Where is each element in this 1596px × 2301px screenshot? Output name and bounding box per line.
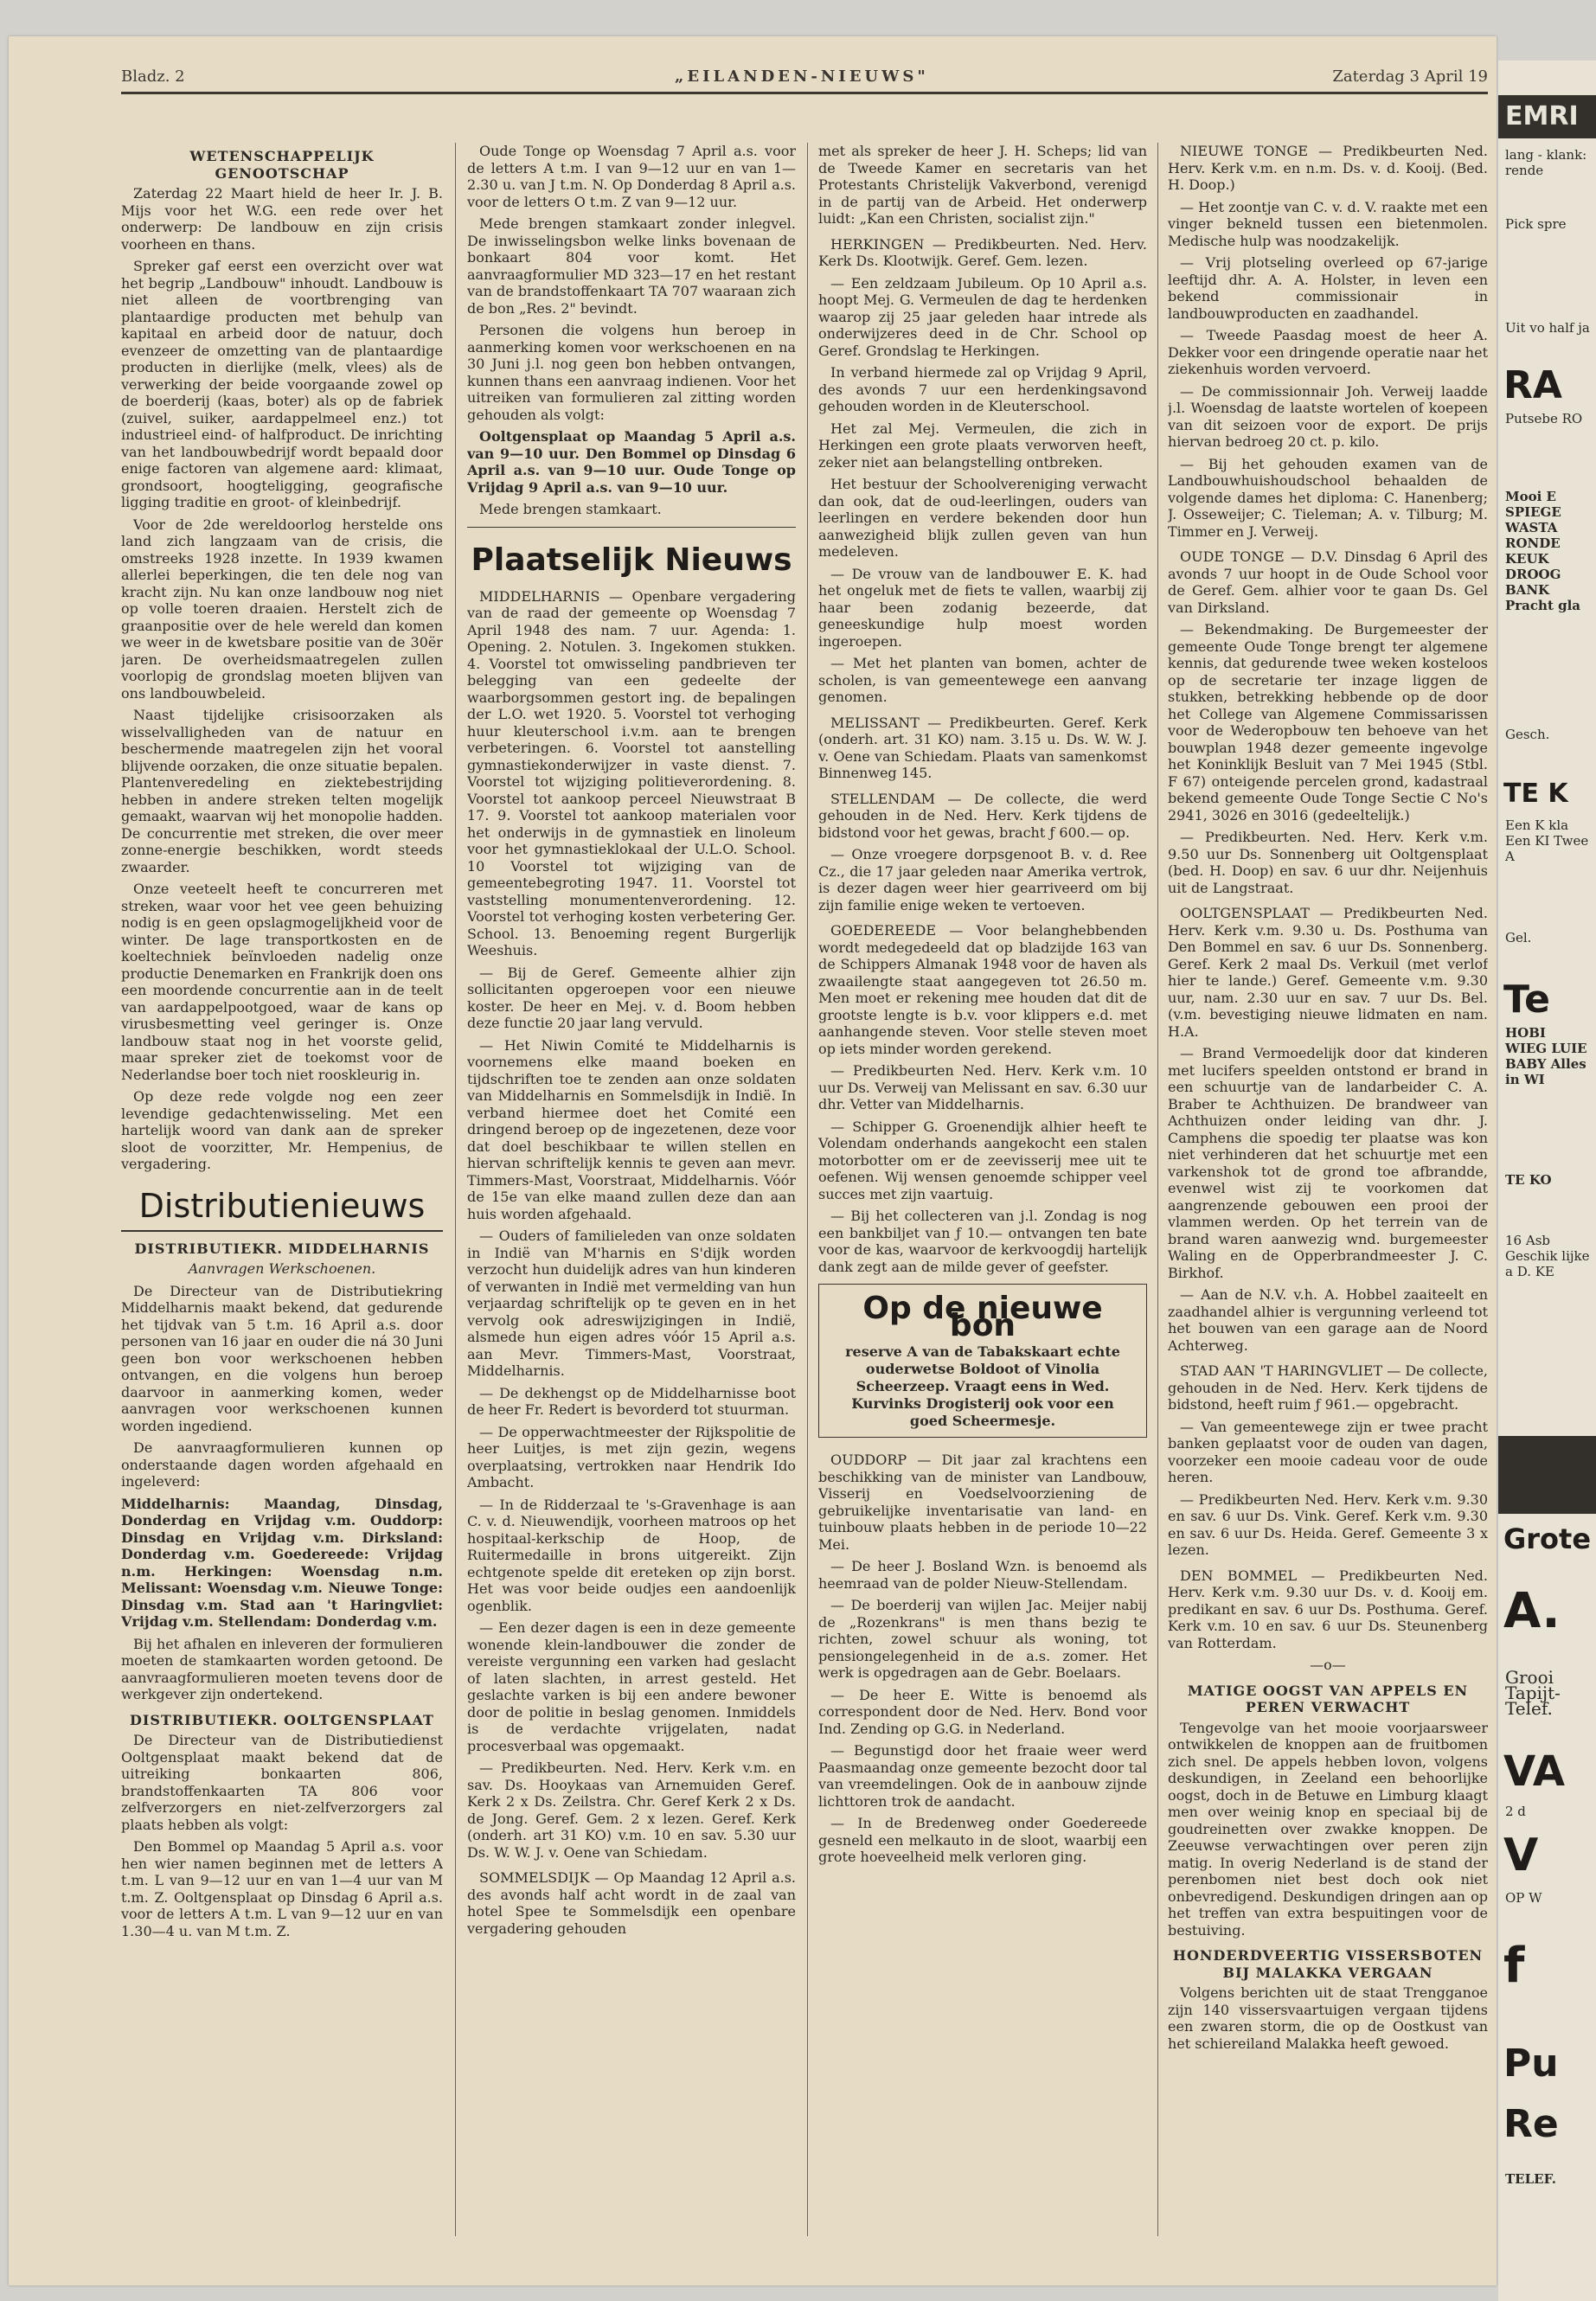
paragraph: met als spreker de heer J. H. Scheps; lid van de Tweede Kamer en secretaris van het Protestants Christelijk Vakverbond, verenigd in de partij van de Arbeid. Het onderwerp luidt: „Kan een Christen, socialist zijn." — [818, 143, 1147, 227]
paragraph: Op deze rede volgde nog een zeer levendige gedachtenwisseling. Met een hartelijk woord van dank aan de spreker sloot de voorzitter, Mr. Hempenius, de vergadering. — [121, 1088, 443, 1172]
article-distributie-middelharnis — [121, 1240, 443, 1703]
paragraph: Volgens berichten uit de staat Trengganoe zijn 140 vissersvaartuigen vergaan tijdens een zwaren storm, die op de Oostkust van het schiereiland Malakka heeft gewoed. — [1168, 1984, 1488, 2052]
paragraph: — De opperwachtmeester der Rijkspolitie de heer Luitjes, is met zijn gezin, wegens overplaatsing, vertrokken naar Hendrik Ido Ambacht. — [467, 1423, 796, 1490]
paragraph: — Vrij plotseling overleed op 67-jarige leeftijd dhr. A. A. Holster, in leven een bekend commissionair in landbouwproducten en zaadhandel. — [1168, 254, 1488, 322]
paragraph: — Predikbeurten Ned. Herv. Kerk v.m. 10 uur Ds. Verweij van Melissant en sav. 6.30 uur dhr. Vetter van Middelharnis. — [818, 1062, 1147, 1112]
paragraph: — Ouders of familieleden van onze soldaten in Indië van M'harnis en S'dijk worden verzocht hun duidelijk adres van hun kinderen of verwanten in Indië met vermelding van hun verjaardag schriftelijk op te geven en in het vervolg ook adreswijzigingen in Indië, alsmede hun eigen adres vóór 15 April a.s. aan Mevr. Timmers-Mast, Voorstraat, Middelharnis. — [467, 1227, 796, 1379]
paragraph: Spreker gaf eerst een overzicht over wat het begrip „Landbouw" inhoudt. Landbouw is niet alleen de voortbrenging van plantaardige producten met behulp van kapitaal en arbeid door de natuur, doch evenzeer de omzetting van de plantaardige producten in dierlijke (melk, vlees) als de verwerking der beide voorgaande zowel op de boerderij (kaas, boter) als op de fabriek (zuivel, suiker, aardappelmeel enz.) tot industrieel eind- of halfproduct. De inrichting van het landbouwbedrijf wordt bepaald door enige factoren van algemene aard: klimaat, grondsoort, hoogteligging, geografische ligging traditie en groot- of kleinbedrijf. — [121, 258, 443, 510]
paragraph: In verband hiermede zal op Vrijdag 9 April, des avonds 7 uur een herdenkingsavond gehouden worden in de Kleuterschool. — [818, 364, 1147, 414]
article-stad-aan-t-haringvliet — [1168, 1362, 1488, 1559]
neighbor-image — [1498, 1436, 1596, 1514]
advertisement-box — [818, 1284, 1147, 1438]
article-heading: MATIGE OOGST VAN APPELS EN PEREN VERWACHT — [1187, 1682, 1469, 1715]
paragraph: — Bij het gehouden examen van de Landbouwhuishoudschool behaalden de volgende dames het diploma: C. Hanenberg; J. Osseweijer; C. Tieleman; A. v. Tilburg; M. Timmer en J. Verweij. — [1168, 455, 1488, 540]
separator-rule — [467, 527, 796, 528]
neighbor-snippet: Uit vo half ja — [1505, 320, 1590, 336]
neighbor-heading: f — [1503, 1938, 1525, 1994]
section-heading-plaatselijk-nieuws: Plaatselijk Nieuws — [471, 542, 792, 578]
neighbor-heading: A. — [1503, 1583, 1561, 1639]
article-melissant — [818, 715, 1147, 782]
paragraph: — Een zeldzaam Jubileum. Op 10 April a.s. hoopt Mej. G. Vermeulen de dag te herdenken waarop zij 25 jaar geleden haar intrede als onderwijzeres deed in de Chr. School op Geref. Grondslag te Herkingen. — [818, 274, 1147, 359]
article-goedereede — [818, 922, 1147, 1275]
column-2 — [467, 143, 796, 2236]
neighbor-snippet: Putsebe RO — [1505, 411, 1583, 426]
adjacent-page-fragment — [1498, 61, 1596, 2301]
paragraph: Den Bommel op Maandag 5 April a.s. voor hen wier namen beginnen met de letters A t.m. L van 9—12 uur en van 1—4 uur van M t.m. Z. Ooltgensplaat op Dinsdag 6 April a.s. voor de letters A t.m. L van 9—12 uur en van 1.30—4 u. van M t.m. Z. — [121, 1838, 443, 1939]
paragraph: — In de Ridderzaal te 's-Gravenhage is aan C. v. d. Nieuwendijk, voorheen matroos op het hospitaal-kerkschip de Hoop, de Ruitermedaille in brons uitgereikt. Zijn echtgenote spelde dit ereteken op zijn borst. Het was voor beide oudjes een aandoenlijk ogenblik. — [467, 1496, 796, 1614]
neighbor-snippet: HOBI WIEG LUIE BABY Alles in WI — [1505, 1025, 1587, 1087]
article-matige-oogst — [1168, 1682, 1488, 1939]
paragraph: MIDDELHARNIS — Openbare vergadering van de raad der gemeente op Woensdag 7 April 1948 des nam. 7 uur. Agenda: 1. Opening. 2. Notulen. 3. Ingekomen stukken. 4. Voorstel tot omwisseling pandbrieven ter belegging van een gedeelte der waarborgsommen gestort ing. de bepalingen der L.O. wet 1920. 5. Voorstel tot verhoging huur kleuterschool i.v.m. aan te brengen verbeteringen. 6. Voorstel tot aanstelling gymnastiekonderwijzer in vaste dienst. 7. Voorstel tot wijziging politieverordening. 8. Voorstel tot aankoop perceel Nieuwstraat B 17. 9. Voorstel tot aankoop materialen voor het onderwijs in de gymnastiek en linoleum voor het gymnastieklokaal der U.L.O. School. 10 Voorstel tot wijziging van de gemeentebegroting 1947. 11. Voorstel tot vaststelling monumentenverordening. 12. Voorstel tot verhoging kosten verbetering Ger. School. 13. Benoeming regent Burgerlijk Weeshuis. — [467, 587, 796, 958]
paragraph: — Het zoontje van C. v. d. V. raakte met een vinger bekneld tussen een bietenmolen. Medische hulp was noodzakelijk. — [1168, 198, 1488, 249]
neighbor-heading: Pu — [1503, 2041, 1559, 2086]
neighbor-heading: V — [1503, 1830, 1539, 1881]
newspaper-title: „EILANDEN-NIEUWS" — [675, 67, 929, 86]
separator: —o— — [1310, 1657, 1346, 1673]
neighbor-snippet: OP W — [1505, 1890, 1542, 1906]
paragraph: — Schipper G. Groenendijk alhier heeft te Volendam onderhands aangekocht een stalen motorbotter om er de zeevisserij mee uit te oefenen. Wij wensen genoemde schipper veel succes met zijn vaartuig. — [818, 1118, 1147, 1202]
article-wetenschappelijk — [121, 148, 443, 1173]
neighbor-heading: VA — [1503, 1747, 1566, 1796]
neighbor-heading: Grote — [1503, 1522, 1592, 1555]
neighbor-heading: Re — [1503, 2102, 1559, 2146]
page-number: Bladz. 2 — [121, 67, 185, 86]
paragraph: — Predikbeurten Ned. Herv. Kerk v.m. 9.30 en sav. 6 uur Ds. Vink. Geref. Kerk v.m. 9.30 en sav. 6 uur Ds. Heida. Geref. Gemeente 3 x lezen. — [1168, 1490, 1488, 1558]
paragraph: — De boerderij van wijlen Jac. Meijer nabij de „Rozenkrans" is men thans bezig te richten, zowel schuur als woning, tot pensiongelegenheid in de a.s. zomer. Het werk is opgedragen aan de Gebr. Boelaars. — [818, 1597, 1147, 1681]
paragraph: — Predikbeurten. Ned. Herv. Kerk v.m. 9.50 uur Ds. Sonnenberg uit Ooltgensplaat (bed. H. Doop) en sav. 6 uur dhr. Neijenhuis uit de Langstraat. — [1168, 829, 1488, 896]
paragraph: De Directeur van de Distributiekring Middelharnis maakt bekend, dat gedurende het tijdvak van 5 t.m. 16 April a.s. door personen van 16 jaar en ouder die ná 30 Juni geen bon voor werkschoenen hebben ontvangen, en die volgens hun beroep daarvoor in aanmerking komen, weder aanvragen voor werkschoenen kunnen worden ingediend. — [121, 1282, 443, 1434]
paragraph: — Met het planten van bomen, achter de scholen, is van gemeentewege een aanvang genomen. — [818, 655, 1147, 705]
article-heading: DISTRIBUTIEKR. MIDDELHARNIS — [134, 1240, 430, 1257]
neighbor-heading: TE K — [1503, 779, 1568, 809]
article-vissersboten — [1168, 1947, 1488, 2052]
neighbor-snippet: 16 Asb Geschik lijke a D. KE — [1505, 1233, 1590, 1279]
paragraph: Ooltgensplaat op Maandag 5 April a.s. van 9—10 uur. Den Bommel op Dinsdag 6 April a.s. van 9—10 uur. Oude Tonge op Vrijdag 9 April a.s. van 9—10 uur. — [467, 428, 796, 496]
paragraph: — Onze vroegere dorpsgenoot B. v. d. Ree Cz., die 17 jaar geleden naar Amerika vertrok, is dezer dagen weer hier gearriveerd om bij zijn familie enige weken te vertoeven. — [818, 846, 1147, 913]
paragraph: De aanvraagformulieren kunnen op onderstaande dagen worden afgehaald en ingeleverd: — [121, 1439, 443, 1490]
paragraph: — Begunstigd door het fraaie weer werd Paasmaandag onze gemeente bezocht door tal van vreemdelingen. Ook de in aanbouw zijnde lichttoren trok de aandacht. — [818, 1742, 1147, 1810]
article-intro: Zaterdag 22 Maart hield de heer Ir. J. B. Mijs voor het W.G. een rede over het onderwerp: De landbouw en zijn crisis voorheen en thans. — [121, 185, 443, 253]
paragraph: — Van gemeentewege zijn er twee pracht banken geplaatst voor de ouden van dagen, voorzeker een mooie cadeau voor de oude heren. — [1168, 1418, 1488, 1485]
article-middelharnis — [467, 588, 796, 1862]
paragraph: Tengevolge van het mooie voorjaarsweer ontwikkelen de knoppen aan de fruitbomen zich snel. De appels hebben lovon, volgens deskundigen, in Zeeland een behoorlijke oogst, doch in de Betuwe en Limburg klaagt men over weinig knop en speciaal bij de goudreinetten over zwakke knoppen. De Zeeuwse verwachtingen over peren zijn matig. In overig Nederland is de stand der perenbomen niet best doch ook niet onbevredigend. Deskundigen dringen aan op het treffen van extra bespuitingen voor de bestuiving. — [1168, 1719, 1488, 1939]
neighbor-snippet: Gel. — [1505, 930, 1532, 945]
paragraph: — De heer E. Witte is benoemd als correspondent door de Ned. Herv. Bond voor Ind. Zending op G.G. in Nederland. — [818, 1686, 1147, 1737]
paragraph: — Bij het collecteren van j.l. Zondag is nog een bankbiljet van ƒ 10.— ontvangen ten bate voor de kas, waarvoor de kerkvoogdij hartelijk dank zegt aan de milde gever of geefster. — [818, 1208, 1147, 1275]
article-stellendam — [818, 791, 1147, 914]
article-heading: HONDERDVEERTIG VISSERSBOTEN BIJ MALAKKA VERGAAN — [1172, 1947, 1484, 1981]
paragraph: OUDE TONGE — D.V. Dinsdag 6 April des avonds 7 uur hoopt in de Oude School voor de Geref. Gem. alhier voor te gaan Ds. Gel van Dirksland. — [1168, 548, 1488, 616]
paragraph: OOLTGENSPLAAT — Predikbeurten Ned. Herv. Kerk v.m. 9.30 u. Ds. Posthuma van Den Bommel en sav. 6 uur Ds. Sonnenberg. Geref. Kerk 2 maal Ds. Verkuil (met verlof hier te lande.) Geref. Gemeente v.m. 9.30 uur, nam. 2.30 uur en sav. 7 uur Ds. Bel. (v.m. bevestiging nieuwe lidmaten en nam. H.A. — [1168, 905, 1488, 1040]
section-heading-distributienieuws: Distributienieuws — [121, 1187, 443, 1232]
neighbor-heading: Te — [1503, 977, 1551, 1022]
neighbor-heading: EMRI — [1498, 95, 1596, 138]
paragraph: OUDDORP — Dit jaar zal krachtens een beschikking van de minister van Landbouw, Visserij en Voedselvoorziening de gebruikelijke inventarisatie van land- en tuinbouw plaats hebben in de periode 10—22 Mei. — [818, 1452, 1147, 1553]
paragraph: Mede brengen stamkaart. — [479, 501, 662, 517]
paragraph: Het zal Mej. Vermeulen, die zich in Herkingen een grote plaats verworven heeft, zeker niet aan belangstelling ontbreken. — [818, 420, 1147, 471]
paragraph: — De dekhengst op de Middelharnisse boot de heer Fr. Redert is bevorderd tot stuurman. — [467, 1384, 796, 1418]
article-herkingen — [818, 236, 1147, 706]
article-distributie-ooltgensplaat — [121, 1712, 443, 1940]
column-1 — [121, 143, 443, 2236]
paragraph: — Aan de N.V. v.h. A. Hobbel zaaiteelt en zaadhandel alhier is vergunning verleend tot het bouwen van een garage aan de Noord Achterweg. — [1168, 1286, 1488, 1354]
paragraph: Voor de 2de wereldoorlog herstelde ons land zich langzaam van de crisis, die omstreeks 1928 inzette. In 1939 kwamen allerlei beperkingen, die ten dele nog van kracht zijn. Nu kan onze landbouw nog niet op volle toeren draaien. Herstelt zich de graanpositie over de hele wereld dan komen we weer in de kwetsbare positie van de 30ër jaren. De overheidsmaatregelen zullen voorlopig de grondslag moeten blijven van ons landbouwbeleid. — [121, 516, 443, 702]
paragraph: DEN BOMMEL — Predikbeurten Ned. Herv. Kerk v.m. 9.30 uur Ds. v. d. Kooij em. predikant en sav. 6 uur Ds. Posthuma. Geref. Kerk v.m. 10 en sav. 6 uur Ds. Steunenberg van Rotterdam. — [1168, 1567, 1488, 1651]
paragraph: Oude Tonge op Woensdag 7 April a.s. voor de letters A t.m. I van 9—12 uur en van 1—2.30 u. van J t.m. N. Op Donderdag 8 April a.s. voor de letters O t.m. Z van 9—12 uur. — [467, 143, 796, 210]
column-divider — [807, 143, 808, 2236]
article-sommelsdijk — [467, 1869, 796, 1937]
masthead — [121, 61, 1488, 92]
paragraph: MELISSANT — Predikbeurten. Geref. Kerk (onderh. art. 31 KO) nam. 3.15 u. Ds. W. W. J. v. Oene van Schiedam. Plaats van samenkomst Binnenweg 145. — [818, 714, 1147, 781]
article-distributie-continued — [467, 143, 796, 518]
column-divider — [455, 143, 456, 2236]
article-ooltgensplaat — [1168, 905, 1488, 1354]
paragraph: — De vrouw van de landbouwer E. K. had het ongeluk met de fiets te vallen, waarbij zij haar been zodanig bezeerde, dat geneeskundige hulp moest worden ingeroepen. — [818, 565, 1147, 650]
column-divider — [1157, 143, 1158, 2236]
issue-date: Zaterdag 3 April 19 — [1332, 67, 1488, 86]
neighbor-snippet: 2 d — [1505, 1804, 1526, 1819]
paragraph: — Bekendmaking. De Burgemeester der gemeente Oude Tonge brengt ter algemene kennis, dat gedurende twee weken kosteloos op de secretarie ter inzage liggen de stukken, betrekking hebbende op de door het College van Algemene Commissarissen voor de Wederopbouw ten behoeve van het bouwplan 1948 dezer gemeente ingevolge het Koninklijk Besluit van 7 Mei 1945 (Stbl. F 67) onteigende percelen grond, kadastraal bekend gemeente Oude Tonge Sectie C No's 2941, 3026 en 3016 (gedeeltelijk.) — [1168, 621, 1488, 824]
paragraph: — De heer J. Bosland Wzn. is benoemd als heemraad van de polder Nieuw-Stellendam. — [818, 1558, 1147, 1592]
article-subheading: Aanvragen Werkschoenen. — [188, 1260, 376, 1277]
article-oude-tonge — [1168, 548, 1488, 896]
neighbor-snippet: Mooi E SPIEGE WASTA RONDE KEUK DROOG BANK Pracht gla — [1505, 489, 1580, 613]
neighbor-snippet: Grooi Tapijt- Telef. — [1505, 1667, 1561, 1719]
article-nieuwe-tonge — [1168, 143, 1488, 540]
paragraph: — Tweede Paasdag moest de heer A. Dekker voor een dringende operatie naar het ziekenhuis worden vervoerd. — [1168, 327, 1488, 377]
paragraph: Personen die volgens hun beroep in aanmerking komen voor werkschoenen en na 30 Juni j.l. nog geen bon hebben ontvangen, kunnen thans een aanvraag indienen. Voor het uitreiken van formulieren zal zitting worden gehouden als volgt: — [467, 322, 796, 423]
column-3 — [818, 143, 1147, 2236]
article-den-bommel — [1168, 1567, 1488, 1674]
paragraph: GOEDEREEDE — Voor belanghebbenden wordt medegedeeld dat op bladzijde 163 van de Schippers Almanak 1948 voor de haven als zwaailengte staat aangegeven tot 26.50 m. Men moet er rekening mee houden dat dit de grootste lengte is b.v. voor klippers e.d. met aanhangende steven. Voor stelle steven moet op iets minder worden gerekend. — [818, 922, 1147, 1057]
paragraph: HERKINGEN — Predikbeurten. Ned. Herv. Kerk Ds. Klootwijk. Geref. Gem. lezen. — [818, 235, 1147, 269]
paragraph: STAD AAN 'T HARINGVLIET — De collecte, gehouden in de Ned. Herv. Kerk tijdens de bidstond, heeft ruim ƒ 961.— opgebracht. — [1168, 1362, 1488, 1413]
neighbor-snippet: Gesch. — [1505, 727, 1550, 742]
masthead-rule — [121, 92, 1488, 94]
article-sommelsdijk-continued — [818, 143, 1147, 228]
neighbor-snippet: lang - klank: rende — [1505, 147, 1587, 178]
paragraph: — Een dezer dagen is een in deze gemeente wonende klein-landbouwer die zonder de vereiste vergunning een varken had geslacht of laten slachten, in arrest gesteld. Het geslachte varken is bij een andere bewoner door de politie in beslag genomen. Inmiddels is de verdachte vrijgelaten, nadat procesverbaal was opgemaakt. — [467, 1619, 796, 1754]
advertisement-heading: Op de nieuwe bon — [862, 1291, 1103, 1343]
paragraph: — Bij de Geref. Gemeente alhier zijn sollicitanten opgeroepen voor een nieuwe koster. De heer en Mej. v. d. Boom hebben deze functie 20 jaar lang vervuld. — [467, 964, 796, 1031]
paragraph: STELLENDAM — De collecte, die werd gehouden in de Ned. Herv. Kerk tijdens de bidstond voor het gewas, bracht ƒ 600.— op. — [818, 790, 1147, 841]
paragraph: Naast tijdelijke crisisoorzaken als wisselvalligheden van de natuur en beschermende maatregelen zijn het vooral blijvende oorzaken, die onze situatie bepalen. Plantenveredeling en ziektebestrijding hebben in andere streken telten mogelijk gemaakt, waarvan wij het monopolie hadden. De concurrentie met streken, die over meer zonne-energie beschikken, wordt steeds zwaarder. — [121, 707, 443, 875]
paragraph: De Directeur van de Distributiedienst Ooltgensplaat maakt bekend dat de uitreiking bonkaarten 806, brandstoffenkaarten TA 806 voor zelfverzorgers en niet-zelfverzorgers zal plaats hebben als volgt: — [121, 1732, 443, 1833]
paragraph: SOMMELSDIJK — Op Maandag 12 April a.s. des avonds half acht wordt in de zaal van hotel Spee te Sommelsdijk een openbare vergadering gehouden — [467, 1869, 796, 1937]
paragraph: Bij het afhalen en inleveren der formulieren moeten de stamkaarten worden getoond. De aanvraagformulieren moeten tevens door de werkgever zijn ondertekend. — [121, 1635, 443, 1702]
neighbor-snippet: TE KO — [1505, 1172, 1552, 1188]
paragraph: Onze veeteelt heeft te concurreren met streken, waar voor het vee geen behuizing nodig is en geen opslagmogelijkheid voor de winter. De lage transportkosten en de koeltechniek beïnvloeden nadelig onze productie Denemarken en Frankrijk doen ons een moordende concurrentie aan in de teelt van aardappelpootgoed, waar de kans op virusbesmetting veel geringer is. Onze landbouw staat nog in het voorste gelid, maar spreker ziet de toekomst voor de Nederlandse boer toch niet rooskleurig in. — [121, 881, 443, 1083]
article-ouddorp — [818, 1452, 1147, 1866]
paragraph: Mede brengen stamkaart zonder inlegvel. De inwisselingsbon welke links bovenaan de bonkaart 804 voor komt. Het aanvraagformulier MD 323—17 en het restant van de brandstoffenkaart TA 707 waaraan zich de bon „Res. 2" bevindt. — [467, 215, 796, 317]
column-4 — [1168, 143, 1488, 2236]
paragraph: Het bestuur der Schoolvereniging verwacht dan ook, dat de oud-leerlingen, ouders van leerlingen en verdere bekenden door hun aanwezigheid blijk zullen geven van hun medeleven. — [818, 476, 1147, 560]
neighbor-snippet: Een K kla Een KI Twee A — [1505, 817, 1589, 864]
article-heading: WETENSCHAPPELIJK GENOOTSCHAP — [189, 148, 375, 182]
paragraph: — De commissionnair Joh. Verweij laadde j.l. Woensdag de laatste wortelen of koepeen van dit seizoen voor de export. De prijs hiervan bedroeg 20 ct. p. kilo. — [1168, 382, 1488, 450]
paragraph: — Predikbeurten. Ned. Herv. Kerk v.m. en sav. Ds. Hooykaas van Arnemuiden Geref. Kerk 2 x Ds. Zeilstra. Chr. Geref Kerk 2 x Ds. de Jong. Geref. Gem. 2 x lezen. Geref. Kerk (onderh. art 31 KO) v.m. 10 en sav. 5.30 uur Ds. W. W. J. v. Oene van Schiedam. — [467, 1759, 796, 1861]
neighbor-snippet: Pick spre — [1505, 216, 1567, 232]
neighbor-heading: RA — [1503, 363, 1562, 407]
paragraph: — Het Niwin Comité te Middelharnis is voornemens elke maand boeken en tijdschriften toe te zenden aan onze soldaten van Middelharnis en Sommelsdijk in Indië. In verband hiermee doet het Comité een dringend beroep op de ingezetenen, deze voor dat doel beschikbaar te willen stellen en hiervan schriftelijk kennis te geven aan mevr. Timmers-Mast, Voorstraat, Middelharnis. Vóór de 15e van elke maand zullen deze dan aan huis worden afgehaald. — [467, 1036, 796, 1222]
paragraph: — In de Bredenweg onder Goedereede gesneld een melkauto in de sloot, waarbij een grote hoeveelheid melk verloren ging. — [818, 1815, 1147, 1865]
advertisement-text: reserve A van de Tabakskaart echte ouderwetse Boldoot of Vinolia Scheerzeep. Vraagt eens in Wed. Kurvinks Drogisterij ook voor een goed Scheermesje. — [845, 1343, 1120, 1429]
article-heading: DISTRIBUTIEKR. OOLTGENSPLAAT — [130, 1711, 434, 1728]
paragraph: — Brand Vermoedelijk door dat kinderen met lucifers speelden ontstond er brand in een schuurtje van de landarbeider C. A. Braber te Achthuizen. De brandweer van Achthuizen onder leiding van dhr. J. Camphens die spoedig ter plaatse was kon niet verhinderen dat het schuurtje met een varkenshok tot de grond toe afbrandde, evenwel wist zij te voorkomen dat aangrenzende gebouwen een prooi der vlammen werden. Op het terrein van de brand waren aanwezig wnd. burgemeester Waling en de Opperbrandmeester J. C. Birkhof. — [1168, 1045, 1488, 1281]
schedule-list: Middelharnis: Maandag, Dinsdag, Donderdag en Vrijdag v.m. Ouddorp: Dinsdag en Vrijdag v.m. Dirksland: Donderdag v.m. Goedereede: Vrijdag n.m. Herkingen: Woensdag n.m. Melissant: Woensdag v.m. Nieuwe Tonge: Dinsdag v.m. Stad aan 't Haringvliet: Vrijdag v.m. Stellendam: Donderdag v.m. — [121, 1495, 443, 1630]
paragraph: NIEUWE TONGE — Predikbeurten Ned. Herv. Kerk v.m. en n.m. Ds. v. d. Kooij. (Bed. H. Doop.) — [1168, 143, 1488, 193]
neighbor-snippet: TELEF. — [1505, 2171, 1556, 2187]
